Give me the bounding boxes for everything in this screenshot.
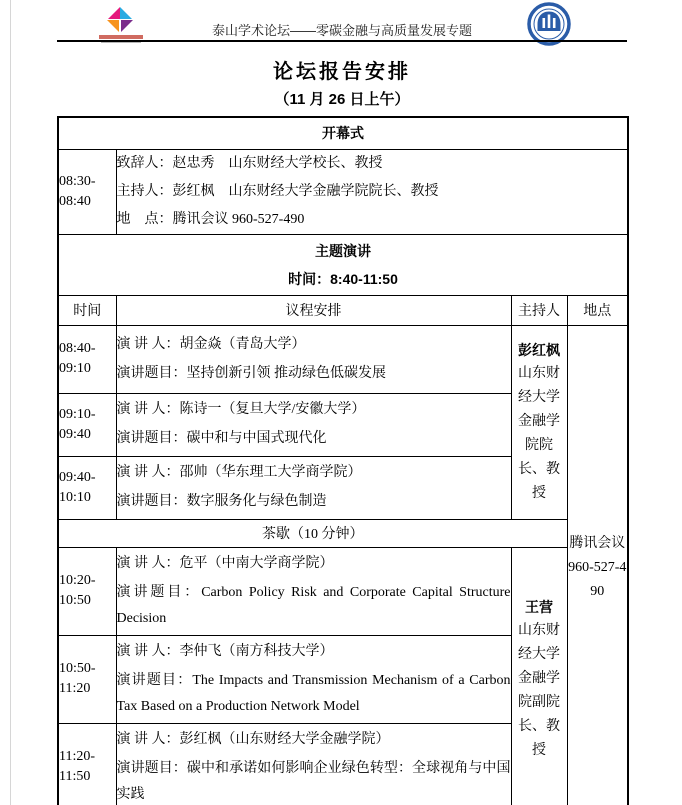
col-header-moderator: 主持人 [511, 295, 567, 325]
talk-5-topic: The Impacts and Transmission Mechanism of a Carbon Tax Based on a Production Network Model [116, 672, 511, 714]
talk-4-topic: Carbon Policy Risk and Corporate Capital Structure Decision [116, 584, 511, 626]
talk-5-agenda [116, 635, 511, 723]
col-header-time: 时间 [58, 295, 116, 325]
talk-3-time [58, 456, 116, 519]
talk-1-speaker-label: 演 讲 人： [116, 336, 180, 352]
talk-5-time-start: 10:50- [59, 661, 96, 676]
opening-content [116, 149, 628, 234]
moderator-cell-2 [511, 547, 567, 805]
keynote-section-time: 时间：8:40-11:50 [288, 270, 398, 287]
talk-row-1 [58, 325, 628, 393]
keynote-section-header [58, 234, 628, 295]
forum-header-title: 泰山学术论坛——零碳金融与高质量发展专题 [211, 23, 472, 38]
talk-4-time-start: 10:20- [59, 573, 96, 588]
moderator-2-title: 山东财经大学金融学院副院长、教授 [518, 623, 560, 758]
talk-3-speaker-label: 演 讲 人： [116, 465, 180, 480]
talk-6-time-start: 11:20- [59, 749, 96, 764]
talk-3-agenda [116, 456, 511, 519]
column-header-row [58, 295, 628, 325]
talk-1-time [58, 325, 116, 393]
talk-2-topic-label: 演讲题目： [116, 431, 187, 446]
talk-1-time-start: 08:40- [59, 341, 96, 356]
opening-time-start: 08:30- [59, 173, 96, 189]
talk-3-topic: 数字服务化与绿色制造 [186, 494, 327, 509]
talk-3-time-start: 09:40- [59, 469, 96, 485]
talk-3-speaker: 邵帅（华东理工大学商学院） [179, 465, 362, 480]
talk-6-agenda [116, 723, 511, 805]
talk-4-speaker-label: 演 讲 人： [116, 555, 180, 571]
talk-6-speaker: 彭红枫（山东财经大学金融学院） [179, 731, 390, 747]
opening-time [58, 149, 116, 234]
keynote-section-row [58, 234, 628, 295]
talk-2-topic: 碳中和与中国式现代化 [186, 431, 327, 446]
talk-4-agenda [116, 547, 511, 635]
col-header-agenda: 议程安排 [116, 295, 511, 325]
talk-5-time-end: 11:20 [59, 681, 91, 696]
talk-6-topic-label: 演讲题目： [116, 760, 187, 776]
talk-6-speaker-label: 演 讲 人： [116, 731, 180, 747]
talk-3-topic-label: 演讲题目： [116, 494, 187, 509]
opening-line-speaker: 致辞人：赵忠秀 山东财经大学校长、教授 [116, 155, 383, 171]
opening-line-location: 地 点：腾讯会议 960-527-490 [116, 211, 305, 227]
talk-4-time-end: 10:50 [59, 593, 91, 608]
talk-1-topic-label: 演讲题目： [116, 365, 187, 381]
moderator-1-title: 山东财经大学金融学院院长、教授 [518, 366, 560, 501]
page-edge-divider [10, 0, 11, 805]
talk-6-time-end: 11:50 [59, 769, 91, 784]
talk-4-topic-label: 演讲题目： [116, 584, 202, 600]
talk-1-topic: 坚持创新引领 推动绿色低碳发展 [186, 365, 386, 381]
talk-6-time [58, 723, 116, 805]
talk-5-time [58, 635, 116, 723]
opening-line-moderator: 主持人：彭红枫 山东财经大学金融学院院长、教授 [116, 183, 439, 199]
talk-2-speaker: 陈诗一（复旦大学/安徽大学） [179, 402, 366, 417]
schedule-table [57, 116, 629, 805]
talk-row-4 [58, 547, 628, 635]
talk-1-agenda [116, 325, 511, 393]
talk-2-agenda [116, 393, 511, 456]
opening-time-end: 08:40 [59, 193, 91, 209]
tea-break-label: 茶歇（10 分钟） [58, 519, 567, 547]
opening-row [58, 149, 628, 234]
opening-section-title: 开幕式 [58, 117, 628, 149]
tea-break-row [58, 519, 628, 547]
talk-6-topic: 碳中和承诺如何影响企业绿色转型：全球视角与中国实践 [116, 760, 511, 802]
talk-3-time-end: 10:10 [59, 489, 91, 505]
opening-section-row [58, 117, 628, 149]
talk-5-topic-label: 演讲题目： [116, 672, 193, 688]
talk-2-time-end: 09:40 [59, 426, 91, 442]
page-subtitle: （11 月 26 日上午） [274, 91, 410, 108]
talk-4-speaker: 危平（中南大学商学院） [179, 555, 334, 571]
moderator-2-name: 王营 [525, 599, 553, 615]
talk-2-time [58, 393, 116, 456]
location-cell: 腾讯会议 960-527-490 [567, 325, 628, 805]
talk-5-speaker: 李仲飞（南方科技大学） [179, 643, 334, 659]
talk-1-time-end: 09:10 [59, 361, 91, 376]
moderator-1-name: 彭红枫 [518, 342, 560, 358]
keynote-section-title: 主题演讲 [315, 242, 371, 259]
page-title: 论坛报告安排 [273, 61, 411, 83]
talk-2-time-start: 09:10- [59, 406, 96, 422]
col-header-location: 地点 [567, 295, 628, 325]
talk-4-time [58, 547, 116, 635]
talk-5-speaker-label: 演 讲 人： [116, 643, 180, 659]
header-rule-divider [57, 40, 627, 42]
moderator-cell-1 [511, 325, 567, 519]
talk-2-speaker-label: 演 讲 人： [116, 402, 180, 417]
talk-1-speaker: 胡金焱（青岛大学） [179, 336, 306, 352]
